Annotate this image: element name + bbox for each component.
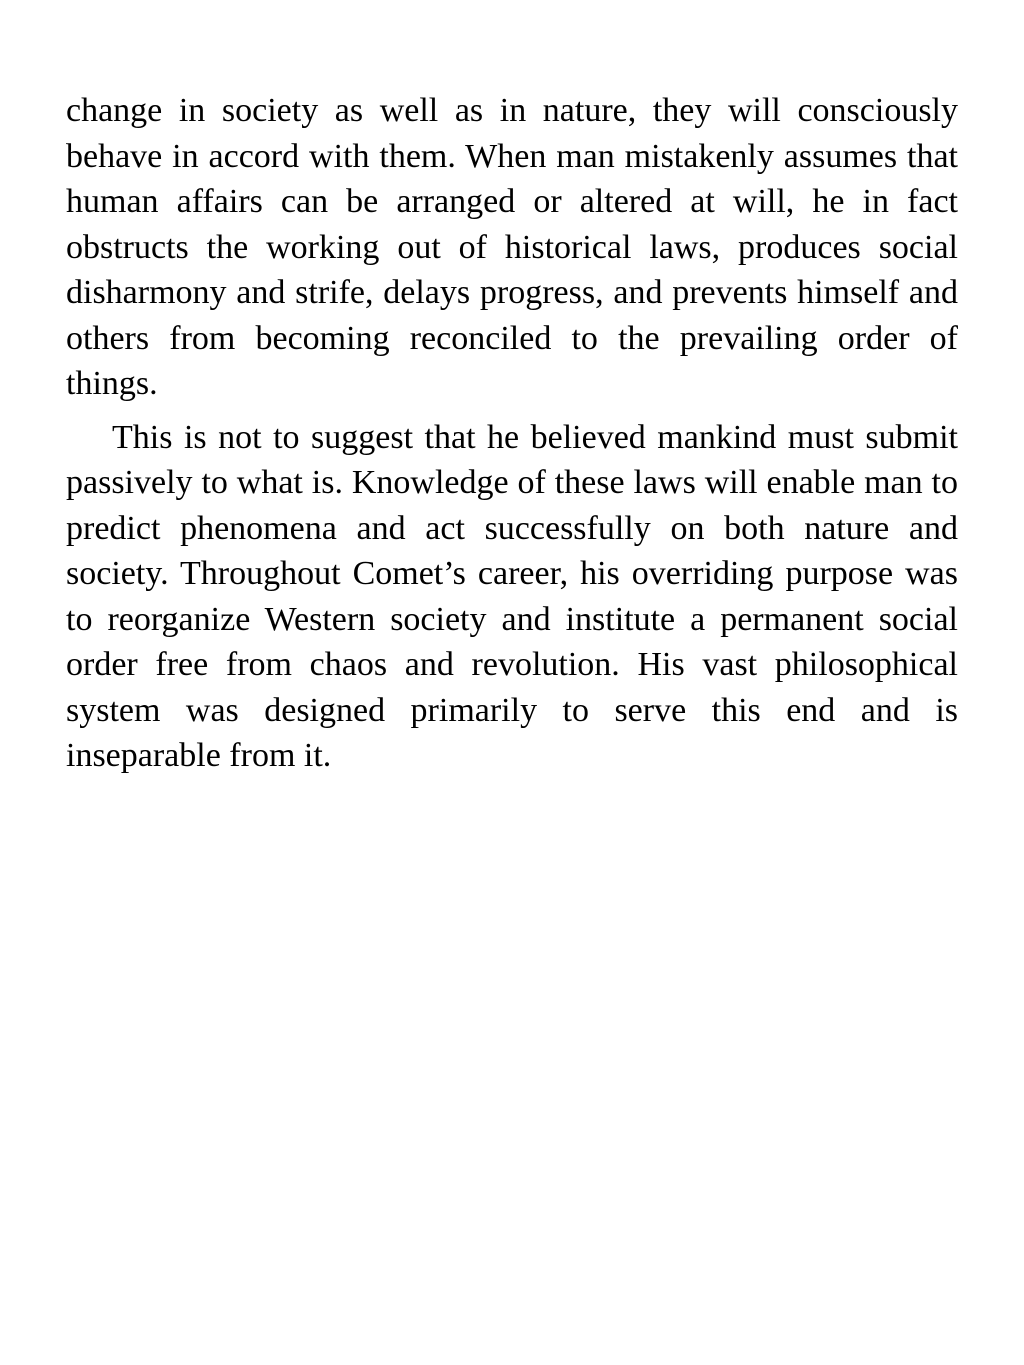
paragraph-continuation: change in society as well as in nature, they will consciously behave in accord with them. When man mistakenly assumes that human affairs can be arranged or altered at will, he in fact obstructs the working out of historical laws, produces social disharmony and strife, delays progress, and prevents himself and others from becoming reconciled to the prevailing order of things.: [66, 92, 958, 402]
document-page: [66, 88, 958, 779]
paragraph-comte-purpose: This is not to suggest that he believed mankind must submit passively to what is. Knowledge of these laws will enable man to predict phenomena and act successfully on both nature and society. Throughout Comet’s career, his overriding purpose was to reorganize Western society and institute a permanent social order free from chaos and revolution. His vast philosophical system was designed primarily to serve this end and is inseparable from it.: [66, 418, 958, 774]
